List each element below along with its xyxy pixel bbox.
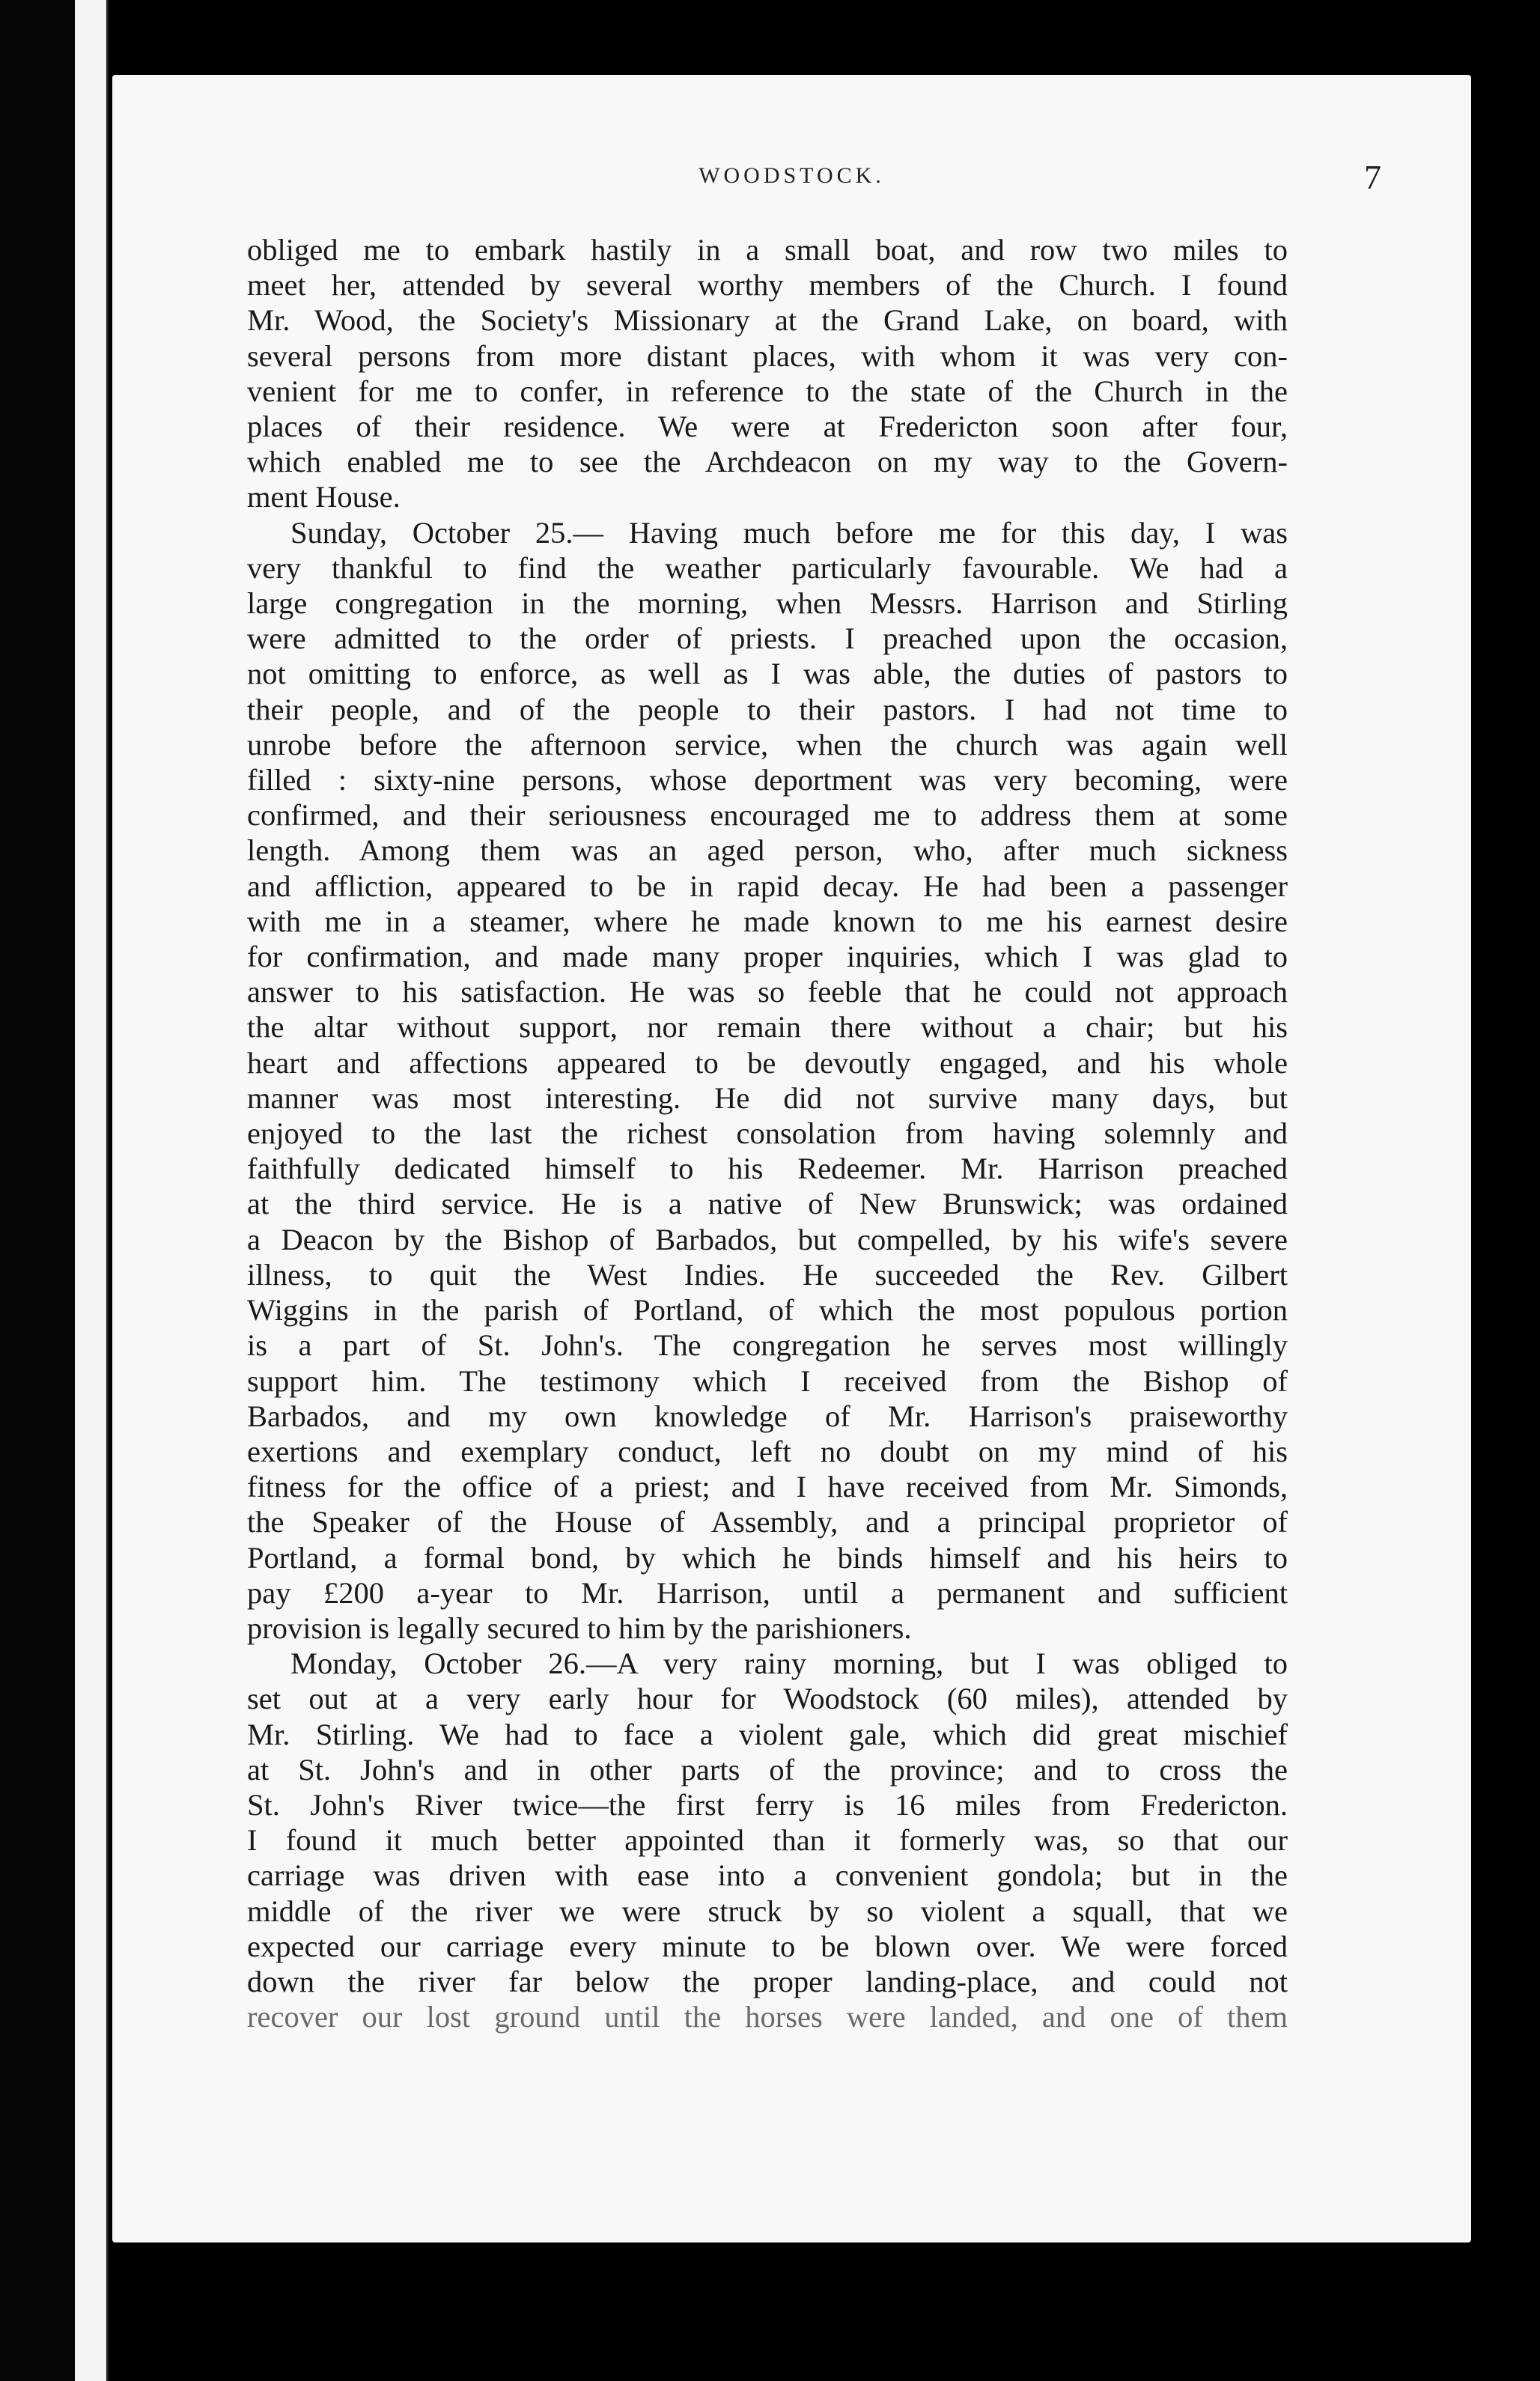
text-line: Sunday, October 25.— Having much before me for this day, I was <box>290 515 1288 550</box>
text-line: middle of the river we were struck by so violent a squall, that we <box>247 1894 1288 1928</box>
text-line: large congregation in the morning, when Messrs. Harrison and Stirling <box>247 586 1288 621</box>
text-line: at St. John's and in other parts of the province; and to cross the <box>247 1752 1288 1786</box>
running-head <box>112 158 1471 208</box>
facing-page-edge <box>75 0 109 2381</box>
text-line: I found it much better appointed than it formerly was, so that our <box>247 1823 1288 1858</box>
text-line: manner was most interesting. He did not survive many days, but <box>247 1080 1288 1115</box>
text-line: their people, and of the people to their pastors. I had not time to <box>247 692 1288 726</box>
text-line: not omitting to enforce, as well as I was able, the duties of pastors to <box>247 657 1288 691</box>
text-line: the altar without support, nor remain there without a chair; but his <box>247 1010 1288 1044</box>
text-line: Wiggins in the parish of Portland, of which the most populous portion <box>247 1293 1288 1328</box>
text-line: the Speaker of the House of Assembly, and a principal proprietor of <box>247 1505 1288 1539</box>
text-line: enjoyed to the last the richest consolation from having solemnly and <box>247 1116 1288 1151</box>
book-page <box>112 75 1471 2242</box>
text-line: filled : sixty-nine persons, whose deportment was very becoming, were <box>247 763 1288 797</box>
text-line: heart and affections appeared to be devoutly engaged, and his whole <box>247 1045 1288 1080</box>
body-text <box>247 232 1288 2034</box>
text-line: Portland, a formal bond, by which he binds himself and his heirs to <box>247 1540 1288 1575</box>
text-line: illness, to quit the West Indies. He succeeded the Rev. Gilbert <box>247 1257 1288 1292</box>
text-line: obliged me to embark hastily in a small boat, and row two miles to <box>247 233 1288 267</box>
text-line: pay £200 a-year to Mr. Harrison, until a permanent and sufficient <box>247 1575 1288 1610</box>
text-line: is a part of St. John's. The congregation he serves most willingly <box>247 1328 1288 1363</box>
running-title: WOODSTOCK. <box>699 163 885 188</box>
text-line: and affliction, appeared to be in rapid decay. He had been a passenger <box>247 869 1288 903</box>
text-line: Monday, October 26.—A very rainy morning, but I was obliged to <box>290 1646 1288 1681</box>
text-line: for confirmation, and made many proper inquiries, which I was glad to <box>247 940 1288 974</box>
text-line: which enabled me to see the Archdeacon on my way to the Govern- <box>247 445 1288 479</box>
text-line: down the river far below the proper landing-place, and could not <box>247 1964 1288 1998</box>
text-line: were admitted to the order of priests. I preached upon the occasion, <box>247 621 1288 656</box>
text-line: meet her, attended by several worthy members of the Church. I found <box>247 268 1288 302</box>
text-line: exertions and exemplary conduct, left no doubt on my mind of his <box>247 1434 1288 1468</box>
text-line: set out at a very early hour for Woodstock (60 miles), attended by <box>247 1682 1288 1716</box>
text-line: fitness for the office of a priest; and I have received from Mr. Simonds, <box>247 1470 1288 1504</box>
text-line: at the third service. He is a native of New Brunswick; was ordained <box>247 1187 1288 1221</box>
text-line: places of their residence. We were at Fredericton soon after four, <box>247 410 1288 444</box>
text-line: venient for me to confer, in reference to the state of the Church in the <box>247 374 1288 408</box>
text-line: a Deacon by the Bishop of Barbados, but compelled, by his wife's severe <box>247 1222 1288 1256</box>
text-line: expected our carriage every minute to be blown over. We were forced <box>247 1929 1288 1963</box>
text-line: confirmed, and their seriousness encouraged me to address them at some <box>247 798 1288 833</box>
text-line: recover our lost ground until the horses were landed, and one of them <box>247 2000 1288 2034</box>
text-line: provision is legally secured to him by the parishioners. <box>247 1611 912 1645</box>
text-line: St. John's River twice—the first ferry is 16 miles from Fredericton. <box>247 1787 1288 1822</box>
text-line: very thankful to find the weather particularly favourable. We had a <box>247 550 1288 585</box>
text-line: length. Among them was an aged person, who, after much sickness <box>247 833 1288 868</box>
text-line: carriage was driven with ease into a convenient gondola; but in the <box>247 1858 1288 1893</box>
text-line: with me in a steamer, where he made known to me his earnest desire <box>247 904 1288 938</box>
text-line: support him. The testimony which I received from the Bishop of <box>247 1363 1288 1398</box>
page-number: 7 <box>1364 158 1381 196</box>
text-line: Mr. Wood, the Society's Missionary at the Grand Lake, on board, with <box>247 303 1288 338</box>
text-line: ment House. <box>247 480 401 514</box>
text-line: Mr. Stirling. We had to face a violent gale, which did great mischief <box>247 1717 1288 1751</box>
scan-background <box>0 0 75 2381</box>
text-line: Barbados, and my own knowledge of Mr. Harrison's praiseworthy <box>247 1399 1288 1433</box>
text-line: unrobe before the afternoon service, when the church was again well <box>247 727 1288 761</box>
text-line: faithfully dedicated himself to his Redeemer. Mr. Harrison preached <box>247 1152 1288 1186</box>
text-line: answer to his satisfaction. He was so feeble that he could not approach <box>247 975 1288 1009</box>
text-line: several persons from more distant places, with whom it was very con- <box>247 338 1288 373</box>
